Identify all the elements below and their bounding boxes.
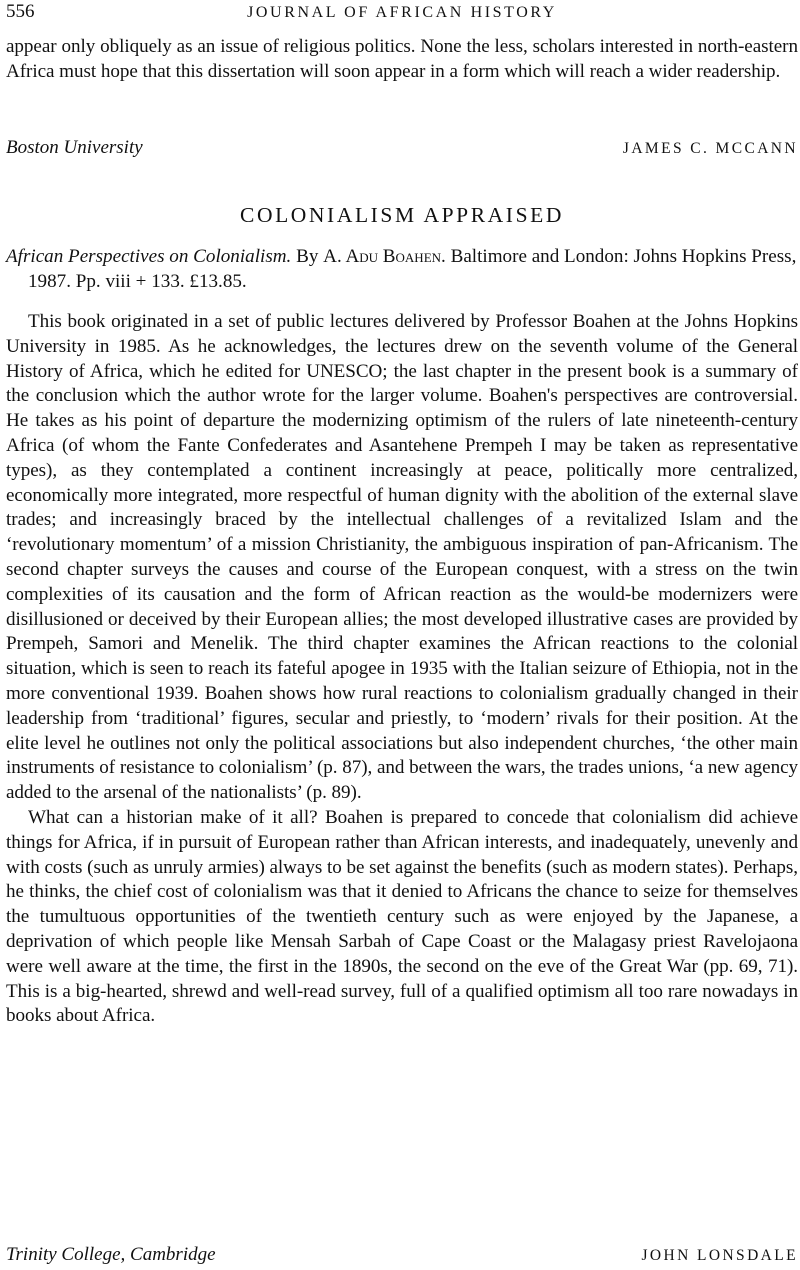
review-title: COLONIALISM APPRAISED (240, 203, 564, 227)
review-signature (6, 1244, 798, 1270)
review-paragraph-2: What can a historian make of it all? Boahen is prepared to concede that colonialism did achieve things for Africa, if in pursuit of European rather than African interests, and inadequately, unevenly and with costs (such as unruly armies) always to be set against the benefits (such as modern states). Perhaps, he thinks, the chief cost of colonialism was that it denied to Africans the chance to seize for themselves the tumultuous opportunities of the twentieth century such as were enjoyed by the Japanese, a deprivation of which people like Mensah Sarbah of Cape Coast or the Malagasy priest Ravelojaona were well aware at the time, the first in the 1890s, the second on the eve of the Great War (pp. 69, 71). This is a big-hearted, shrewd and well-read survey, full of a qualified optimism all too rare nowadays in books about Africa. (6, 806, 798, 1027)
review-paragraph-1: This book originated in a set of public lectures delivered by Professor Boahen at the Johns Hopkins University in 1985. As he acknowledges, the lectures drew on the seventh volume of the General History of Africa, which he edited for UNESCO; the last chapter in the present book is a summary of the conclusion which the author wrote for the larger volume. Boahen's perspectives are controversial. He takes as his point of departure the modernizing optimism of the rulers of late nineteenth-century Africa (of whom the Fante Confederates and Asantehene Prempeh I may be taken as representative types), as they contemplated a continent increasingly at peace, politically more centralized, economically more integrated, more respectful of human dignity with the abolition of the external slave trades; and increasingly braced by the intellectual challenges of a revitalized Islam and the ‘revolutionary momentum’ of a mission Christianity, the ambiguous inspiration of pan-Africanism. The second chapter surveys the causes and course of the European conquest, with a stress on the twin complexities of its causation and the form of African reaction as the would-be modernizers were disillusioned or deceived by their European allies; the most developed illustrative cases are provided by Prempeh, Samori and Menelik. The third chapter examines the African reactions to the colonial situation, which is seen to reach its fateful apogee in 1935 with the Italian seizure of Ethiopia, not in the more conventional 1939. Boahen shows how rural reactions to colonialism gradually changed in their leadership from ‘traditional’ figures, secular and priestly, to ‘modern’ rivals for their position. At the elite level he outlines not only the political associations but also independent churches, ‘the other main instruments of resistance to colonialism’ (p. 87), and between the wars, the trades unions, ‘a new agency added to the arsenal of the nationalists’ (p. 89). (6, 311, 798, 804)
journal-title: JOURNAL OF AFRICAN HISTORY (247, 4, 557, 21)
citation-author: A. Adu Boahen. (323, 246, 446, 267)
reviewer-name: JOHN LONSDALE (641, 1247, 798, 1264)
reviewer-affiliation: Trinity College, Cambridge (6, 1244, 216, 1265)
previous-reviewer-name: JAMES C. MCCANN (622, 140, 798, 157)
previous-review-closing-paragraph: appear only obliquely as an issue of religious politics. None the less, scholars interested in north-eastern Africa must hope that this dissertation will soon appear in a form which will reach a wider readership. (6, 36, 798, 82)
citation-by: By (296, 246, 319, 267)
previous-review-ending (6, 35, 798, 85)
page-number: 556 (6, 1, 35, 22)
citation-publication: Baltimore and London: Johns Hopkins Press, 1987. Pp. viii + 133. £13.85. (28, 246, 797, 292)
citation-text (6, 245, 798, 295)
citation-book-title: African Perspectives on Colonialism. (6, 246, 292, 267)
previous-review-signature (6, 137, 798, 163)
review-body (6, 310, 798, 1029)
book-citation (6, 245, 798, 295)
page-header (6, 0, 798, 28)
journal-page (6, 0, 798, 1270)
previous-reviewer-affiliation: Boston University (6, 137, 143, 158)
